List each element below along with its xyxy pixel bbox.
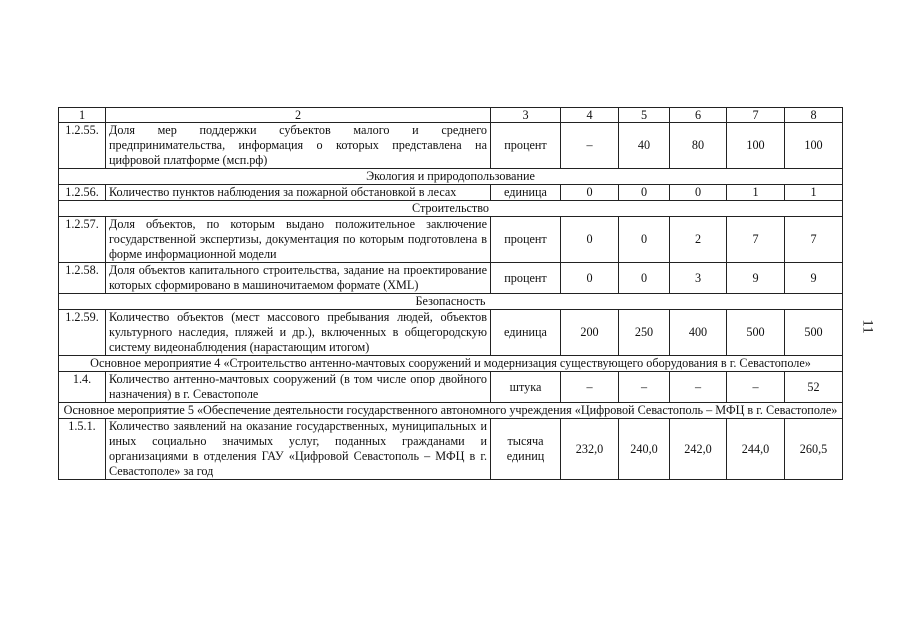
value-cell: 52 xyxy=(785,372,843,403)
unit-cell: тысяча единиц xyxy=(491,419,561,480)
page-number: 11 xyxy=(859,319,876,334)
header-cell: 2 xyxy=(106,108,491,123)
indicator-name: Доля мер поддержки субъектов малого и среднего предпринимательства, информация о которых представлена на цифровой платформе (мсп.рф) xyxy=(106,123,491,169)
value-cell: 7 xyxy=(727,217,785,263)
row-number: 1.2.55. xyxy=(59,123,106,169)
value-cell: 0 xyxy=(670,185,727,201)
value-cell: 0 xyxy=(619,263,670,294)
header-cell: 6 xyxy=(670,108,727,123)
value-cell: 244,0 xyxy=(727,419,785,480)
indicator-name: Количество объектов (мест массового пребывания людей, объектов культурного наследия, пляжей и др.), включенных в общегородскую систему видеонаблюдения (нарастающим итогом) xyxy=(106,310,491,356)
value-cell: – xyxy=(561,123,619,169)
indicator-name: Доля объектов капитального строительства, задание на проектирование которых сформировано в машиночитаемом формате (XML) xyxy=(106,263,491,294)
value-cell: 9 xyxy=(727,263,785,294)
unit-cell: штука xyxy=(491,372,561,403)
value-cell: 100 xyxy=(785,123,843,169)
value-cell: 2 xyxy=(670,217,727,263)
row-number: 1.4. xyxy=(59,372,106,403)
row-number: 1.2.57. xyxy=(59,217,106,263)
value-cell: 242,0 xyxy=(670,419,727,480)
row-1-2-56 xyxy=(59,185,843,201)
value-cell: – xyxy=(619,372,670,403)
indicators-table xyxy=(58,107,843,480)
sec-measure-5 xyxy=(59,403,843,419)
value-cell: 400 xyxy=(670,310,727,356)
unit-cell: процент xyxy=(491,217,561,263)
indicator-name: Количество антенно-мачтовых сооружений (в том числе опор двойного назначения) в г. Севастополе xyxy=(106,372,491,403)
sec-security xyxy=(59,294,843,310)
header-cell: 7 xyxy=(727,108,785,123)
row-number: 1.5.1. xyxy=(59,419,106,480)
value-cell: 260,5 xyxy=(785,419,843,480)
row-1-4 xyxy=(59,372,843,403)
row-number: 1.2.58. xyxy=(59,263,106,294)
value-cell: 3 xyxy=(670,263,727,294)
value-cell: 500 xyxy=(785,310,843,356)
indicator-name: Количество заявлений на оказание государственных, муниципальных и иных социально значимых услуг, поданных гражданами и организациями в отделения ГАУ «Цифровой Севастополь – МФЦ в г. Севастополе» за год xyxy=(106,419,491,480)
sec-construction xyxy=(59,201,843,217)
indicator-name: Доля объектов, по которым выдано положительное заключение государственной экспертизы, документация по которым подготовлена в форме информационной модели xyxy=(106,217,491,263)
unit-cell: единица xyxy=(491,185,561,201)
value-cell: 0 xyxy=(561,217,619,263)
value-cell: 40 xyxy=(619,123,670,169)
value-cell: 250 xyxy=(619,310,670,356)
sec-ecology xyxy=(59,169,843,185)
section-title: Основное мероприятие 5 «Обеспечение деятельности государственного автономного учреждения «Цифровой Севастополь – МФЦ в г. Севастополе» xyxy=(59,403,843,419)
unit-cell: единица xyxy=(491,310,561,356)
value-cell: 240,0 xyxy=(619,419,670,480)
row-1-2-58 xyxy=(59,263,843,294)
indicator-name: Количество пунктов наблюдения за пожарной обстановкой в лесах xyxy=(106,185,491,201)
value-cell: 0 xyxy=(561,263,619,294)
header-cell: 5 xyxy=(619,108,670,123)
header-cell: 4 xyxy=(561,108,619,123)
header-cell: 1 xyxy=(59,108,106,123)
value-cell: 232,0 xyxy=(561,419,619,480)
section-title: Безопасность xyxy=(59,294,843,310)
value-cell: 80 xyxy=(670,123,727,169)
row-1-2-59 xyxy=(59,310,843,356)
row-number: 1.2.59. xyxy=(59,310,106,356)
row-1-2-55 xyxy=(59,123,843,169)
value-cell: 1 xyxy=(785,185,843,201)
section-title: Экология и природопользование xyxy=(59,169,843,185)
value-cell: 7 xyxy=(785,217,843,263)
row-number: 1.2.56. xyxy=(59,185,106,201)
header-cell: 3 xyxy=(491,108,561,123)
value-cell: 0 xyxy=(619,217,670,263)
sec-measure-4 xyxy=(59,356,843,372)
value-cell: 0 xyxy=(561,185,619,201)
value-cell: – xyxy=(670,372,727,403)
value-cell: 1 xyxy=(727,185,785,201)
value-cell: 9 xyxy=(785,263,843,294)
value-cell: – xyxy=(561,372,619,403)
value-cell: 0 xyxy=(619,185,670,201)
value-cell: 100 xyxy=(727,123,785,169)
section-title: Строительство xyxy=(59,201,843,217)
unit-cell: процент xyxy=(491,123,561,169)
row-1-5-1 xyxy=(59,419,843,480)
value-cell: – xyxy=(727,372,785,403)
unit-cell: процент xyxy=(491,263,561,294)
section-title: Основное мероприятие 4 «Строительство антенно-мачтовых сооружений и модернизация существующего оборудования в г. Севастополе» xyxy=(59,356,843,372)
value-cell: 500 xyxy=(727,310,785,356)
value-cell: 200 xyxy=(561,310,619,356)
header-cell: 8 xyxy=(785,108,843,123)
row-1-2-57 xyxy=(59,217,843,263)
table-body xyxy=(59,123,843,480)
header-row xyxy=(59,108,843,123)
